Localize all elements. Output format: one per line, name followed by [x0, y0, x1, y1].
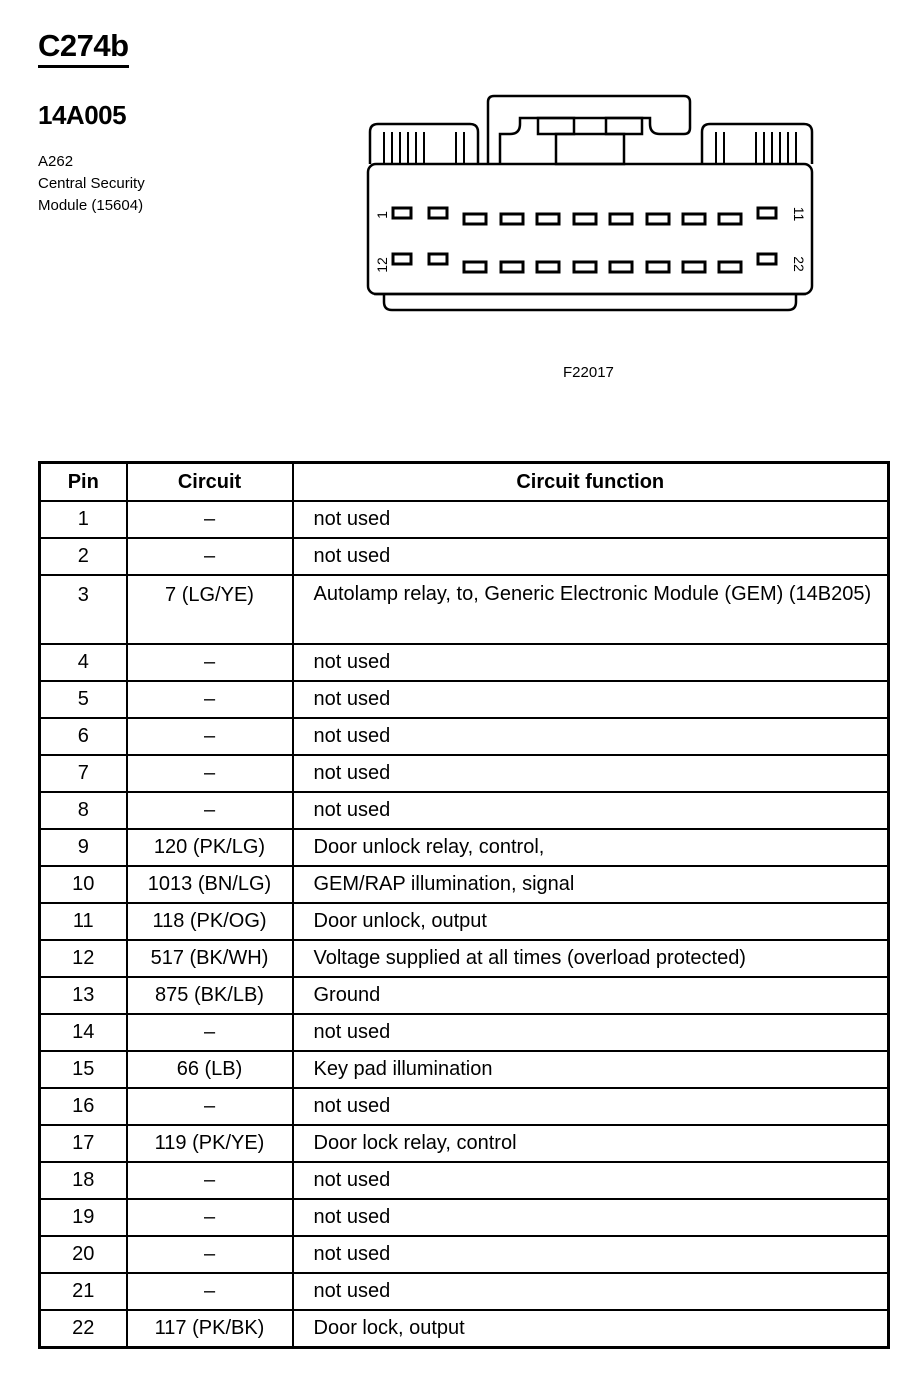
pin-cell: 19	[40, 1199, 127, 1236]
pin-cavity	[758, 254, 776, 264]
pin-label-12: 12	[374, 257, 390, 273]
function-cell: Key pad illumination	[293, 1051, 889, 1088]
pin-cell: 1	[40, 501, 127, 538]
function-cell: not used	[293, 1014, 889, 1051]
pin-cell: 4	[40, 644, 127, 681]
function-cell: not used	[293, 681, 889, 718]
circuit-cell: –	[127, 755, 293, 792]
module-line: Central Security	[38, 175, 145, 192]
pin-cell: 14	[40, 1014, 127, 1051]
pin-cell: 17	[40, 1125, 127, 1162]
function-cell: not used	[293, 755, 889, 792]
table-row	[40, 1199, 889, 1236]
pin-cell: 6	[40, 718, 127, 755]
function-cell: Door unlock relay, control,	[293, 829, 889, 866]
table-row	[40, 1014, 889, 1051]
function-cell: not used	[293, 501, 889, 538]
circuit-cell: –	[127, 1236, 293, 1273]
pin-label-11: 11	[791, 206, 807, 222]
function-cell: not used	[293, 644, 889, 681]
pin-cavity	[393, 208, 411, 218]
circuit-cell: 118 (PK/OG)	[127, 903, 293, 940]
circuit-cell: 119 (PK/YE)	[127, 1125, 293, 1162]
pin-cavity	[393, 254, 411, 264]
pin-row-bottom	[393, 254, 776, 272]
pin-cell: 20	[40, 1236, 127, 1273]
function-cell: Door unlock, output	[293, 903, 889, 940]
pin-cavity	[647, 262, 669, 272]
circuit-cell: 66 (LB)	[127, 1051, 293, 1088]
function-cell: not used	[293, 1162, 889, 1199]
function-cell: Voltage supplied at all times (overload protected)	[293, 940, 889, 977]
module-line: A262	[38, 153, 74, 170]
connector-base	[384, 294, 796, 310]
header-pin: Pin	[40, 463, 127, 502]
table-row	[40, 792, 889, 829]
table-row	[40, 1162, 889, 1199]
pin-label-1: 1	[374, 211, 390, 219]
circuit-cell: –	[127, 1088, 293, 1125]
table-row	[40, 829, 889, 866]
connector-latch	[488, 96, 690, 164]
circuit-cell: –	[127, 501, 293, 538]
table-row	[40, 538, 889, 575]
pin-cavity	[758, 208, 776, 218]
table-row	[40, 718, 889, 755]
pin-cell: 11	[40, 903, 127, 940]
table-row	[40, 1273, 889, 1310]
table-row	[40, 1236, 889, 1273]
circuit-cell: –	[127, 1162, 293, 1199]
circuit-cell: –	[127, 538, 293, 575]
circuit-cell: 117 (PK/BK)	[127, 1310, 293, 1348]
pin-label-22: 22	[791, 256, 807, 272]
pin-cell: 18	[40, 1162, 127, 1199]
pin-cell: 7	[40, 755, 127, 792]
connector-face-diagram	[360, 88, 820, 318]
pin-cavity	[683, 262, 705, 272]
connector-id: C274b	[38, 30, 129, 68]
module-description	[38, 151, 145, 217]
pin-cavity	[683, 214, 705, 224]
table-row	[40, 903, 889, 940]
latch-tab-left	[538, 118, 574, 134]
function-cell: not used	[293, 1199, 889, 1236]
pin-cavity	[574, 214, 596, 224]
pin-cavity	[610, 214, 632, 224]
pin-cavity	[501, 262, 523, 272]
circuit-cell: 517 (BK/WH)	[127, 940, 293, 977]
table-row	[40, 977, 889, 1014]
pin-cavity	[537, 214, 559, 224]
connector-body	[368, 164, 812, 294]
pin-cavity	[719, 214, 741, 224]
function-cell: not used	[293, 792, 889, 829]
table-row	[40, 1310, 889, 1348]
table-row	[40, 1088, 889, 1125]
table-header-row	[40, 463, 889, 502]
pin-cell: 8	[40, 792, 127, 829]
pin-cavity	[574, 262, 596, 272]
pin-cell: 10	[40, 866, 127, 903]
circuit-cell: –	[127, 1199, 293, 1236]
pin-row-top	[393, 208, 776, 224]
circuit-cell: –	[127, 644, 293, 681]
function-cell: Autolamp relay, to, Generic Electronic Module (GEM) (14B205)	[293, 575, 889, 644]
header-circuit: Circuit	[127, 463, 293, 502]
pin-table	[38, 461, 890, 1349]
circuit-cell: –	[127, 792, 293, 829]
table-row	[40, 866, 889, 903]
latch-tab-right	[606, 118, 642, 134]
pin-cavity	[537, 262, 559, 272]
pin-cell: 12	[40, 940, 127, 977]
pin-cell: 3	[40, 575, 127, 644]
pin-cell: 22	[40, 1310, 127, 1348]
function-cell: GEM/RAP illumination, signal	[293, 866, 889, 903]
circuit-cell: –	[127, 718, 293, 755]
pin-cavity	[464, 214, 486, 224]
circuit-cell: –	[127, 681, 293, 718]
pin-cell: 16	[40, 1088, 127, 1125]
pin-cell: 9	[40, 829, 127, 866]
function-cell: Door lock relay, control	[293, 1125, 889, 1162]
pin-cell: 13	[40, 977, 127, 1014]
latch-block	[556, 134, 624, 164]
table-row	[40, 1125, 889, 1162]
function-cell: Door lock, output	[293, 1310, 889, 1348]
module-line: Module (15604)	[38, 197, 144, 214]
rib-group-left	[384, 132, 464, 164]
circuit-cell: –	[127, 1014, 293, 1051]
header-circuit-function: Circuit function	[293, 463, 889, 502]
pin-cavity	[429, 254, 447, 264]
table-row	[40, 1051, 889, 1088]
pin-cavity	[647, 214, 669, 224]
circuit-cell: 120 (PK/LG)	[127, 829, 293, 866]
table-row	[40, 681, 889, 718]
table-row	[40, 940, 889, 977]
pin-cell: 21	[40, 1273, 127, 1310]
function-cell: not used	[293, 538, 889, 575]
table-row	[40, 501, 889, 538]
table-row	[40, 755, 889, 792]
figure-code: F22017	[563, 364, 614, 381]
function-cell: not used	[293, 1088, 889, 1125]
function-cell: not used	[293, 718, 889, 755]
pin-cell: 2	[40, 538, 127, 575]
pin-cavity	[429, 208, 447, 218]
pin-cavity	[464, 262, 486, 272]
circuit-cell: –	[127, 1273, 293, 1310]
function-cell: Ground	[293, 977, 889, 1014]
function-cell: not used	[293, 1273, 889, 1310]
pin-cavity	[610, 262, 632, 272]
circuit-cell: 875 (BK/LB)	[127, 977, 293, 1014]
part-number: 14A005	[38, 100, 127, 130]
pin-cell: 15	[40, 1051, 127, 1088]
table-row	[40, 575, 889, 644]
table-row	[40, 644, 889, 681]
circuit-cell: 7 (LG/YE)	[127, 575, 293, 644]
function-cell: not used	[293, 1236, 889, 1273]
circuit-cell: 1013 (BN/LG)	[127, 866, 293, 903]
pin-cavity	[501, 214, 523, 224]
pin-cell: 5	[40, 681, 127, 718]
rib-group-right	[716, 132, 796, 164]
pin-cavity	[719, 262, 741, 272]
